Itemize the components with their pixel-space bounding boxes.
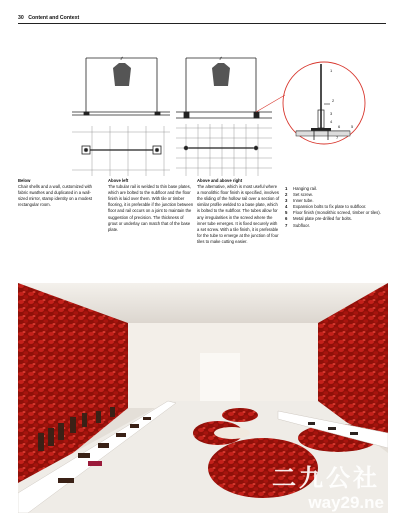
callout-1: 1 xyxy=(330,68,333,73)
legend-item: 4 Expansion bolts to fix plate to subfloor. xyxy=(285,204,367,210)
callout-4: 4 xyxy=(330,119,333,124)
garment-icon xyxy=(113,57,131,86)
left-rail-plan xyxy=(72,126,170,176)
legend-item: 6 Metal plate pre-drilled for bolts. xyxy=(285,216,352,222)
store-interior-photo xyxy=(18,283,388,513)
callout-7: 7 xyxy=(336,135,339,140)
caption-above-left-text: The tubular rail is welded to thin base plates, which are bolted to the subfloor and the floor finish is laid over them. With tile or timber flooring, it is preferable if the junction between floor and rail occurs on a joint to maintain the suggestion of precision. The thickness of grout or underlay can match that of the base plate. xyxy=(108,184,194,232)
legend-item: 5 Floor finish (monolithic screed, timber or tiles). xyxy=(285,210,381,216)
detail-legend xyxy=(285,186,390,229)
caption-below-title: Below xyxy=(18,178,31,183)
callout-5: 5 xyxy=(351,124,354,129)
callout-3: 3 xyxy=(330,111,333,116)
right-rail-plan xyxy=(176,124,272,176)
detail-section xyxy=(256,62,365,144)
callout-2: 2 xyxy=(332,98,335,103)
technical-drawings xyxy=(0,0,401,180)
page-number: 30 xyxy=(18,15,24,21)
legend-item: 7 Subfloor. xyxy=(285,222,310,228)
caption-above-right-text: The alternative, which is most useful where a monolithic floor finish is specified, involves the sliding of the hollow rail over a section of similar profile welded to a base plate, which is bolted to the subfloor. The tubes allow for any irregularities in the screed where the inner tube emerges. It is fixed securely with a set screw. With a tile finish, it is preferable for the tube to emerge at the junction of four tiles to make cutting easier. xyxy=(197,184,280,244)
legend-item: 3 Inner tube. xyxy=(285,198,314,204)
watermark-url: way29.ne xyxy=(308,493,384,512)
legend-item: 1 Hanging rail. xyxy=(285,186,318,191)
legend-item: 2 Set screw. xyxy=(285,192,313,198)
caption-above-right-title: Above and above right xyxy=(197,178,243,183)
garment-icon xyxy=(212,57,230,86)
caption-above-right xyxy=(197,178,280,245)
caption-above-left xyxy=(108,178,194,233)
caption-below xyxy=(18,178,98,208)
caption-above-left-title: Above left xyxy=(108,178,129,183)
watermark-text: 二九公社 xyxy=(272,465,380,492)
chapter-title: Content and Context xyxy=(28,15,80,21)
caption-below-text: Chair shells and a wall, customized with fabric swathes and duplicated in a wall-sized mirror, stamp identity on a modest rectangular room. xyxy=(18,184,93,208)
callout-6: 6 xyxy=(338,124,341,129)
